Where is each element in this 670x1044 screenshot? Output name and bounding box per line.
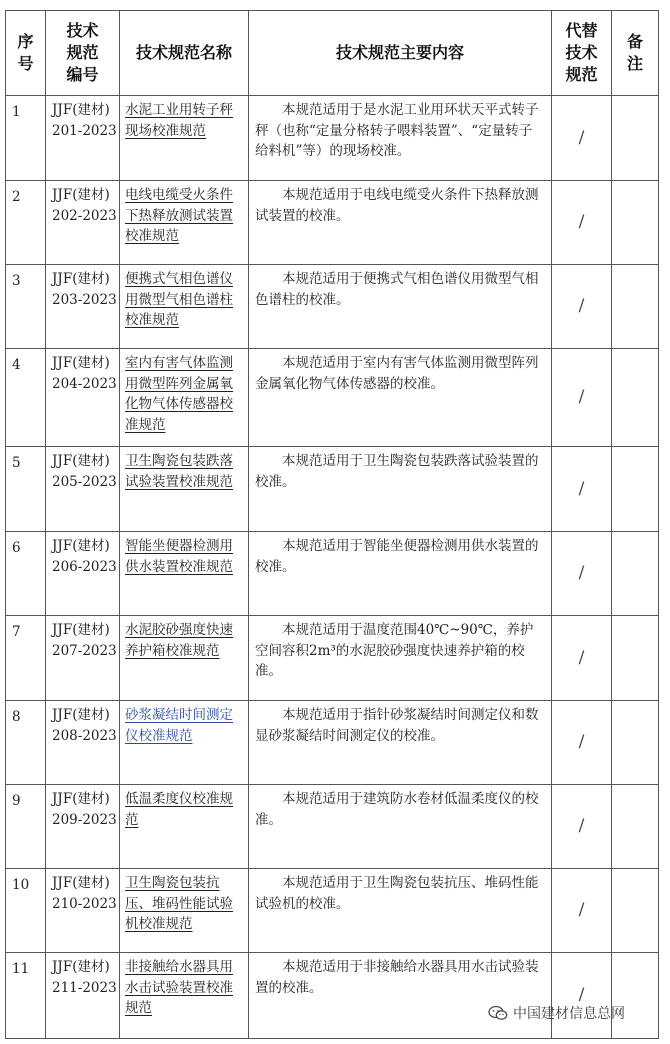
cell-name: 卫生陶瓷包装抗压、堆码性能试验机校准规范 bbox=[120, 869, 249, 953]
cell-replace: / bbox=[552, 616, 612, 701]
cell-replace: / bbox=[552, 447, 612, 532]
header-seq: 序号 bbox=[6, 11, 46, 96]
cell-code: JJF(建材) 209-2023 bbox=[46, 785, 120, 869]
wechat-icon bbox=[488, 1005, 508, 1021]
cell-seq: 1 bbox=[6, 96, 46, 181]
cell-seq: 3 bbox=[6, 265, 46, 349]
cell-code: JJF(建材) 206-2023 bbox=[46, 532, 120, 616]
cell-seq: 6 bbox=[6, 532, 46, 616]
cell-content: 本规范适用于温度范围40℃~90℃，养护空间容积2m³的水泥胶砂强度快速养护箱的校准。 bbox=[249, 616, 552, 701]
cell-seq: 7 bbox=[6, 616, 46, 701]
cell-code: JJF(建材) 202-2023 bbox=[46, 181, 120, 265]
table-header bbox=[6, 11, 659, 96]
cell-note bbox=[612, 265, 659, 349]
cell-note bbox=[612, 96, 659, 181]
table-row bbox=[6, 785, 659, 869]
cell-note bbox=[612, 532, 659, 616]
cell-note bbox=[612, 785, 659, 869]
cell-seq: 8 bbox=[6, 701, 46, 785]
cell-replace: / bbox=[552, 349, 612, 447]
cell-replace: / bbox=[552, 265, 612, 349]
cell-replace: / bbox=[552, 701, 612, 785]
cell-name: 室内有害气体监测用微型阵列金属氧化物气体传感器校准规范 bbox=[120, 349, 249, 447]
watermark bbox=[488, 1003, 625, 1023]
spec-table bbox=[5, 10, 659, 1039]
cell-name: 智能坐便器检测用供水装置校准规范 bbox=[120, 532, 249, 616]
cell-code: JJF(建材) 204-2023 bbox=[46, 349, 120, 447]
cell-seq: 4 bbox=[6, 349, 46, 447]
cell-note bbox=[612, 181, 659, 265]
cell-code: JJF(建材) 211-2023 bbox=[46, 953, 120, 1039]
cell-note bbox=[612, 953, 659, 1039]
cell-replace: / bbox=[552, 785, 612, 869]
cell-code: JJF(建材) 208-2023 bbox=[46, 701, 120, 785]
cell-name: 低温柔度仪校准规范 bbox=[120, 785, 249, 869]
table-row bbox=[6, 532, 659, 616]
table-row bbox=[6, 447, 659, 532]
cell-name-link[interactable]: 砂浆凝结时间测定仪校准规范 bbox=[120, 701, 249, 785]
cell-code: JJF(建材) 203-2023 bbox=[46, 265, 120, 349]
cell-note bbox=[612, 447, 659, 532]
cell-name: 水泥胶砂强度快速养护箱校准规范 bbox=[120, 616, 249, 701]
cell-content: 本规范适用于便携式气相色谱仪用微型气相色谱柱的校准。 bbox=[249, 265, 552, 349]
header-content: 技术规范主要内容 bbox=[249, 11, 552, 96]
cell-note bbox=[612, 869, 659, 953]
cell-name: 水泥工业用转子秤现场校准规范 bbox=[120, 96, 249, 181]
cell-code: JJF(建材) 210-2023 bbox=[46, 869, 120, 953]
cell-seq: 9 bbox=[6, 785, 46, 869]
table-row bbox=[6, 265, 659, 349]
table-row bbox=[6, 349, 659, 447]
header-code: 技术规范编号 bbox=[46, 11, 120, 96]
cell-replace: / bbox=[552, 96, 612, 181]
cell-content: 本规范适用于建筑防水卷材低温柔度仪的校准。 bbox=[249, 785, 552, 869]
cell-content: 本规范适用于室内有害气体监测用微型阵列金属氧化物气体传感器的校准。 bbox=[249, 349, 552, 447]
cell-code: JJF(建材) 207-2023 bbox=[46, 616, 120, 701]
cell-seq: 5 bbox=[6, 447, 46, 532]
cell-content: 本规范适用于智能坐便器检测用供水装置的校准。 bbox=[249, 532, 552, 616]
header-replace: 代替技术规范 bbox=[552, 11, 612, 96]
cell-content: 本规范适用于是水泥工业用环状天平式转子秤（也称“定量分格转子喂料装置”、“定量转子给料机”等）的现场校准。 bbox=[249, 96, 552, 181]
table-row bbox=[6, 869, 659, 953]
cell-content: 本规范适用于指针砂浆凝结时间测定仪和数显砂浆凝结时间测定仪的校准。 bbox=[249, 701, 552, 785]
cell-name: 卫生陶瓷包装跌落试验装置校准规范 bbox=[120, 447, 249, 532]
cell-note bbox=[612, 349, 659, 447]
cell-note bbox=[612, 616, 659, 701]
cell-content: 本规范适用于非接触给水器具用水击试验装置的校准。 bbox=[249, 953, 552, 1039]
cell-replace: / bbox=[552, 181, 612, 265]
cell-seq: 11 bbox=[6, 953, 46, 1039]
cell-content: 本规范适用于电线电缆受火条件下热释放测试装置的校准。 bbox=[249, 181, 552, 265]
table-row bbox=[6, 701, 659, 785]
table-row bbox=[6, 181, 659, 265]
cell-code: JJF(建材) 201-2023 bbox=[46, 96, 120, 181]
cell-replace: / bbox=[552, 532, 612, 616]
table-row bbox=[6, 96, 659, 181]
table-body bbox=[6, 96, 659, 1039]
cell-seq: 2 bbox=[6, 181, 46, 265]
cell-name: 电线电缆受火条件下热释放测试装置校准规范 bbox=[120, 181, 249, 265]
cell-replace: / bbox=[552, 869, 612, 953]
watermark-text: 中国建材信息总网 bbox=[513, 1006, 625, 1022]
table-row bbox=[6, 953, 659, 1039]
header-name: 技术规范名称 bbox=[120, 11, 249, 96]
cell-name: 非接触给水器具用水击试验装置校准规范 bbox=[120, 953, 249, 1039]
cell-name: 便携式气相色谱仪用微型气相色谱柱校准规范 bbox=[120, 265, 249, 349]
header-note: 备注 bbox=[612, 11, 659, 96]
cell-content: 本规范适用于卫生陶瓷包装跌落试验装置的校准。 bbox=[249, 447, 552, 532]
cell-replace: / bbox=[552, 953, 612, 1039]
cell-seq: 10 bbox=[6, 869, 46, 953]
cell-content: 本规范适用于卫生陶瓷包装抗压、堆码性能试验机的校准。 bbox=[249, 869, 552, 953]
cell-code: JJF(建材) 205-2023 bbox=[46, 447, 120, 532]
cell-note bbox=[612, 701, 659, 785]
table-row bbox=[6, 616, 659, 701]
